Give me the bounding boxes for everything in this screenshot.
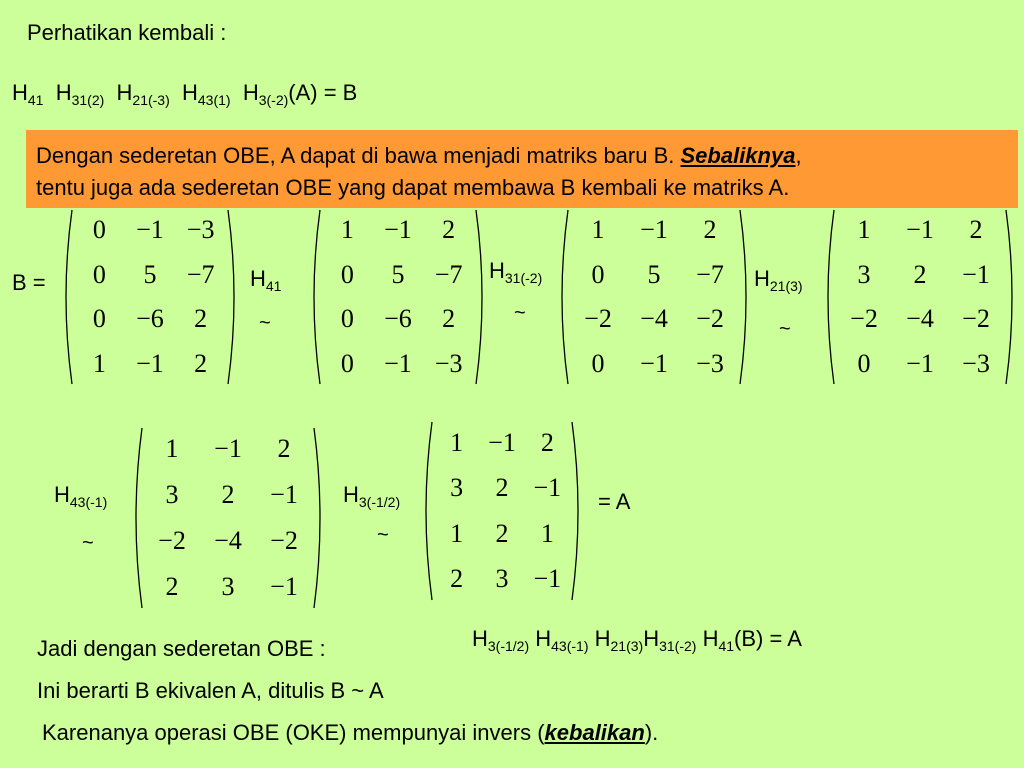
matrix-cell: 0 [92, 215, 106, 245]
matrix-cell: −1 [136, 215, 164, 245]
matrix-cell: −1 [214, 434, 242, 463]
op-h3: $H_{3(-1/2)}$ [343, 482, 401, 510]
right-paren [476, 210, 482, 384]
tilde-5: ~ [377, 524, 389, 546]
matrix-cell: −2 [158, 526, 186, 555]
matrix-cell: 2 [194, 304, 208, 334]
matrix-cell: 2 [495, 473, 509, 503]
matrix-cell: −3 [696, 348, 724, 378]
matrix-step-2 [556, 208, 752, 386]
matrix-cell: −2 [962, 304, 990, 334]
matrix-cell: 3 [857, 259, 871, 289]
matrix-cell: 2 [194, 348, 208, 378]
matrix-cell: −1 [906, 348, 934, 378]
equation-inverse: $H_{3(-1/2)}$ $H_{43(-1)}$ $H_{21(3)}H_{31(-2)}$ $H_{41}(B) = A$ [472, 626, 802, 654]
matrix-cell: −6 [136, 304, 164, 334]
matrix-cell: 2 [221, 480, 235, 509]
b-equals-label: B = [12, 270, 46, 295]
tilde-3: ~ [779, 318, 791, 340]
left-paren [66, 210, 72, 384]
matrix-cell: −4 [906, 304, 934, 334]
callout-line-1: Dengan sederetan OBE, A dapat di bawa menjadi matriks baru B. Sebaliknya, [36, 143, 802, 168]
equation-forward: $H_{41}$ $H_{31(2)}$ $H_{21(-3)}$ $H_{43(1)}$ $H_{3(-2)}(A) = B$ [12, 80, 358, 108]
right-paren [572, 422, 578, 600]
matrix-step-3 [822, 208, 1018, 386]
tilde-2: ~ [514, 302, 526, 324]
matrix-cell: −1 [906, 215, 934, 245]
matrix-cell: −2 [270, 526, 298, 555]
matrix-cell: 5 [143, 259, 157, 289]
jadi-text: Jadi dengan sederetan OBE : [37, 636, 326, 661]
matrix-cell: −2 [584, 304, 612, 334]
matrix-cell: 3 [221, 572, 235, 601]
matrix-step-4 [130, 426, 326, 610]
matrix-cell: 2 [277, 434, 291, 463]
matrix-b [60, 208, 240, 386]
left-paren [828, 210, 834, 384]
matrix-cell: 2 [703, 215, 717, 245]
matrix-cell: 0 [92, 259, 106, 289]
matrix-cell: −1 [488, 427, 516, 457]
right-paren [228, 210, 234, 384]
matrix-a [420, 420, 584, 602]
matrix-cell: −1 [962, 259, 990, 289]
matrix-cell: 0 [340, 304, 354, 334]
callout-box [26, 130, 1018, 208]
matrix-cell: −1 [270, 572, 298, 601]
matrix-cell: 2 [442, 304, 456, 334]
matrix-cell: 3 [450, 473, 464, 503]
matrix-cell: −3 [186, 215, 215, 245]
equals-a-label: = A [598, 489, 631, 514]
matrix-cell: 2 [540, 427, 554, 457]
right-paren [1006, 210, 1012, 384]
matrix-cell: 2 [165, 572, 179, 601]
matrix-cell: −1 [533, 473, 562, 503]
matrix-cell: 0 [857, 348, 871, 378]
op-h43: $H_{43(-1)}$ [54, 482, 108, 510]
matrix-cell: 1 [540, 518, 554, 548]
matrix-cell: 1 [450, 518, 464, 548]
matrix-cell: −7 [696, 259, 724, 289]
left-paren [314, 210, 320, 384]
matrix-cell: 0 [340, 259, 354, 289]
matrix-cell: −4 [640, 304, 668, 334]
matrix-cell: 3 [165, 480, 179, 509]
matrix-cell: −1 [136, 348, 164, 378]
karenanya-text: Karenanya operasi OBE (OKE) mempunyai invers (kebalikan). [42, 720, 659, 745]
matrix-cell: 2 [913, 259, 927, 289]
matrix-cell: −1 [533, 564, 562, 594]
matrix-cell: −7 [434, 259, 463, 289]
matrix-cell: 1 [591, 215, 605, 245]
matrix-cell: 2 [442, 215, 456, 245]
callout-line-2: tentu juga ada sederetan OBE yang dapat membawa B kembali ke matriks A. [36, 175, 790, 200]
matrix-cell: −3 [434, 348, 463, 378]
matrix-cell: 1 [857, 215, 871, 245]
op-h21: $H_{21(3)}$ [754, 266, 803, 294]
matrix-cell: −4 [214, 526, 242, 555]
tilde-1: ~ [259, 312, 271, 334]
left-paren [562, 210, 568, 384]
right-paren [314, 428, 320, 608]
matrix-cell: −1 [640, 348, 668, 378]
matrix-cell: −1 [384, 215, 412, 245]
tilde-4: ~ [82, 532, 94, 554]
matrix-cell: −3 [962, 348, 990, 378]
matrix-cell: −1 [270, 480, 298, 509]
ekivalen-text: Ini berarti B ekivalen A, ditulis B ~ A [37, 678, 384, 703]
op-h41: $H_{41}$ [250, 266, 282, 294]
matrix-cell: 0 [591, 259, 605, 289]
matrix-cell: −1 [384, 348, 412, 378]
matrix-cell: 1 [450, 427, 464, 457]
matrix-cell: 2 [969, 215, 983, 245]
matrix-cell: −2 [850, 304, 878, 334]
right-paren [740, 210, 746, 384]
matrix-cell: 3 [495, 564, 509, 594]
matrix-cell: −7 [186, 259, 215, 289]
matrix-cell: −2 [696, 304, 724, 334]
op-h31: $H_{31(-2)}$ [489, 258, 543, 286]
matrix-cell: 5 [391, 259, 405, 289]
matrix-cell: 2 [495, 518, 509, 548]
matrix-cell: −1 [640, 215, 668, 245]
matrix-cell: 0 [340, 348, 354, 378]
slide-title: Perhatikan kembali : [27, 20, 227, 45]
matrix-step-1 [308, 208, 488, 386]
matrix-cell: 0 [92, 304, 106, 334]
left-paren [136, 428, 142, 608]
matrix-cell: 1 [92, 348, 106, 378]
matrix-cell: 0 [591, 348, 605, 378]
matrix-cell: 2 [450, 564, 464, 594]
matrix-cell: 1 [165, 434, 179, 463]
left-paren [426, 422, 432, 600]
matrix-cell: 1 [340, 215, 354, 245]
matrix-cell: −6 [384, 304, 412, 334]
matrix-cell: 5 [647, 259, 661, 289]
